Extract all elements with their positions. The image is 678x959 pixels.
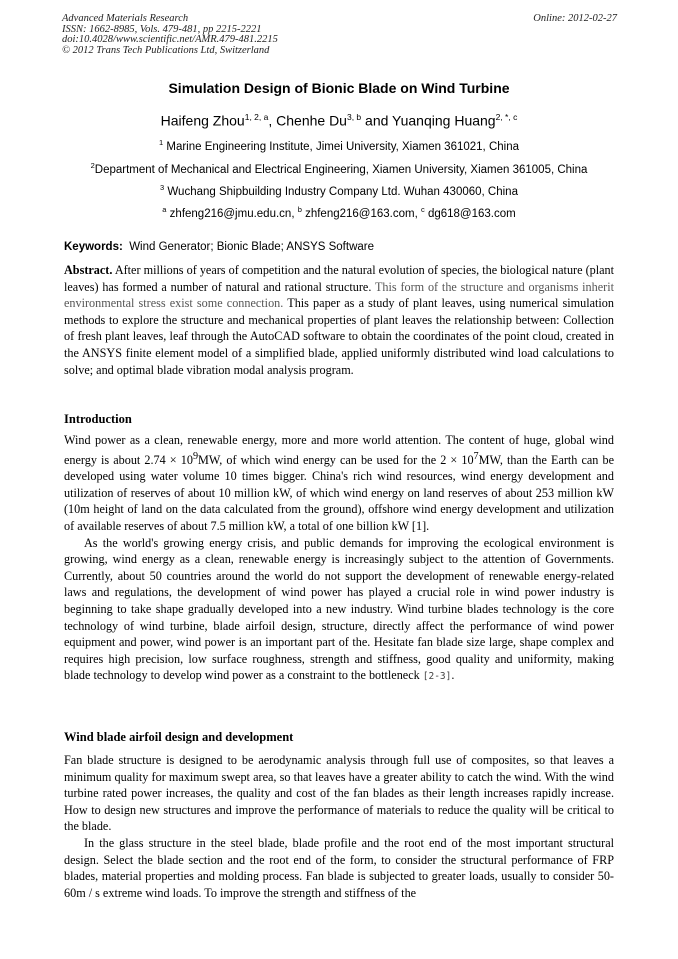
journal-header [62,14,617,56]
keywords-label: Keywords: [64,241,123,253]
section-2-heading: Wind blade airfoil design and development [64,730,294,744]
email-a-sup: a [162,205,167,214]
author-line [0,112,678,129]
keywords-text: Wind Generator; Bionic Blade; ANSYS Software [129,241,375,253]
abstract-text-3: This paper as a study of plant leaves, using numerical simulation methods to explore the structure and mechanical properties of plant leaves the relationship between: Collection of fresh plant leaves, leaf through the AutoCAD software to obtain the coordinates of the point cloud, created in the ANSYS finite element model of a simplified blade, applied uniformly distributed wind load calculations to solve; and optimal blade vibration modal analysis program. [64,296,614,377]
abstract-text-2: This form of the structure and organisms inherit environmental stress exist some connection. [64,279,614,311]
abstract-label: Abstract. [64,263,113,277]
affiliation-3-text: Wuchang Shipbuilding Industry Company Ltd. Wuhan 430060, China [167,185,518,198]
intro-p1-part-b: MW, of which wind energy can be used for the 2 × 10 [198,452,474,467]
introduction-body [64,432,614,686]
intro-p2-text: As the world's growing energy crisis, and public demands for improving the ecological environment is growing, wind energy as a clean, renewable energy is increasingly subject to the attention of Governments. Currently, about 50 countries around the world do not support the development of renewable energy-related laws and regulations, the development of wind power has played a crucial role in wind power industry is beginning to take shape gradually developed into a new industry. Wind turbine blades technology is the core technology of wind turbine, blade airfoil design, structure, directly affect the performance of wind power equipment and power, wind power is an important part of the. Hesitate fan blade size large, shape complex and requires high precision, low surface roughness, strength and stiffness, good quality and uniformity, making blade technology to develop wind power as a constraint to the bottleneck [64,535,614,683]
intro-p2-end: . [451,668,455,683]
issn-line: ISSN: 1662-8985, Vols. 479-481, pp 2215-2221 [62,23,262,35]
keywords [64,241,616,253]
section-2-paragraph-2: In the glass structure in the steel blade, blade profile and the root end of the most important structural design. Select the blade section and the root end of the form, to consider the structural performance of FRP blades, material properties and molding process. Fan blade is subjected to greater loads, usually to consider 50-60m / s extreme wind loads. To improve the strength and stiffness of the [64,835,614,900]
intro-p1-part-c: MW, than the Earth can be developed using water volume 10 times bigger. China's rich wind resources, wind energy development and utilization of reserves of about 10 million kW, of which wind energy on land reserves of about 253 million kW (10m height of land on the data calculated from the ground), offshore wind energy development and utilization of available reserves of about 7.5 million kW, a total of one billion kW [1]. [64,452,614,534]
author-sep-2: and [361,112,393,129]
copyright-line: © 2012 Trans Tech Publications Ltd, Switzerland [62,44,270,56]
abstract [64,262,614,378]
author-3-sup: 2, *, c [495,112,518,122]
intro-p1-exp-1: 9 [192,450,199,462]
abstract-text-1: After millions of years of competition and the natural evolution of species, the biological nature (plant leaves) has formed a number of natural and rational structure. [64,263,615,294]
email-b[interactable]: zhfeng216@163.com, [305,207,421,220]
email-b-sup: b [297,205,302,214]
online-date: Online: 2012-02-27 [533,13,617,24]
citation-2-3[interactable]: [2-3] [422,671,452,683]
author-1: Haifeng Zhou [160,112,245,129]
paper-title: Simulation Design of Bionic Blade on Wind Turbine [168,80,510,96]
author-2: Chenhe Du [276,112,347,129]
affiliation-2-sup: 2 [90,161,95,170]
introduction-heading: Introduction [64,412,132,426]
intro-p1-exp-2: 7 [473,450,479,462]
abstract-paragraph [64,262,614,378]
affiliation-2-text: Department of Mechanical and Electrical Engineering, Xiamen University, Xiamen 361005, China [94,163,588,176]
introduction-paragraph-2 [64,535,614,686]
author-1-sup: 1, 2, a [244,112,269,122]
affiliation-1-sup: 1 [158,138,164,147]
doi-line[interactable]: doi:10.4028/www.scientific.net/AMR.479-481.2215 [62,34,278,45]
author-sep-1: , [268,112,277,129]
affiliation-3-sup: 3 [160,183,165,192]
journal-name: Advanced Materials Research [62,13,189,24]
email-a[interactable]: zhfeng216@jmu.edu.cn, [169,207,298,220]
author-3: Yuanqing Huang [392,112,496,129]
intro-p1-part-a: Wind power as a clean, renewable energy, more and more world attention. The content of huge, global wind energy is about 2.74 × 10 [64,433,614,467]
email-line [0,205,678,220]
affiliation-1 [0,138,678,153]
section-2-paragraph-1: Fan blade structure is designed to be aerodynamic analysis through full use of composites, so that leaves a minimum quality for maximum swept area, so that leaves have a greater ability to catch the wind. With the wind turbine rated power increases, the quality and cost of the fan blades as their length increases rapidly increase. How to design new structures and improve the performance of materials to reduce the quality will be critical to the blade. [64,753,614,834]
affiliation-3 [0,183,678,198]
email-c-sup: c [420,205,425,214]
author-2-sup: 3, b [346,112,362,122]
section-2-body [64,752,614,901]
introduction-paragraph-1 [64,432,614,535]
affiliation-1-text: Marine Engineering Institute, Jimei University, Xiamen 361021, China [166,140,519,153]
email-c[interactable]: dg618@163.com [427,207,516,220]
affiliation-2 [0,161,678,176]
